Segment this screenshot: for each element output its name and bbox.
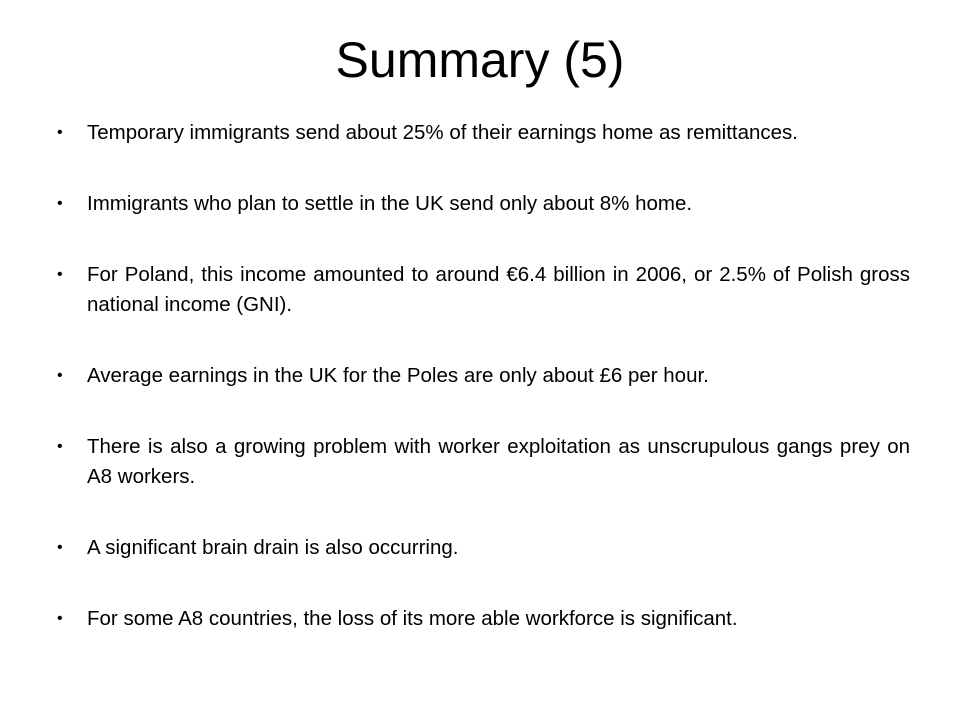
bullet-item-6 <box>50 533 910 563</box>
bullet-dot-icon: • <box>57 367 63 384</box>
bullet-dot-icon: • <box>57 610 63 627</box>
bullet-text: A significant brain drain is also occurring. <box>87 536 459 559</box>
bullet-list <box>50 118 910 634</box>
bullet-item-5 <box>50 432 910 492</box>
bullet-item-2 <box>50 189 910 219</box>
bullet-item-1 <box>50 118 910 148</box>
bullet-dot-icon: • <box>57 539 63 556</box>
bullet-text: Average earnings in the UK for the Poles are only about £6 per hour. <box>87 364 709 387</box>
bullet-dot-icon: • <box>57 124 63 141</box>
bullet-dot-icon: • <box>57 195 63 212</box>
bullet-text: Immigrants who plan to settle in the UK send only about 8% home. <box>87 192 693 215</box>
bullet-item-3 <box>50 260 910 320</box>
bullet-text: For Poland, this income amounted to around €6.4 billion in 2006, or 2.5% of Polish gross national income (GNI). <box>87 263 910 316</box>
bullet-text: There is also a growing problem with worker exploitation as unscrupulous gangs prey on A8 workers. <box>87 435 910 488</box>
bullet-dot-icon: • <box>57 438 63 455</box>
bullet-text: For some A8 countries, the loss of its more able workforce is significant. <box>87 607 738 630</box>
slide-title: Summary (5) <box>335 32 625 88</box>
bullet-dot-icon: • <box>57 266 63 283</box>
bullet-item-4 <box>50 361 910 391</box>
bullet-item-7 <box>50 604 910 634</box>
bullet-text: Temporary immigrants send about 25% of their earnings home as remittances. <box>87 121 799 144</box>
